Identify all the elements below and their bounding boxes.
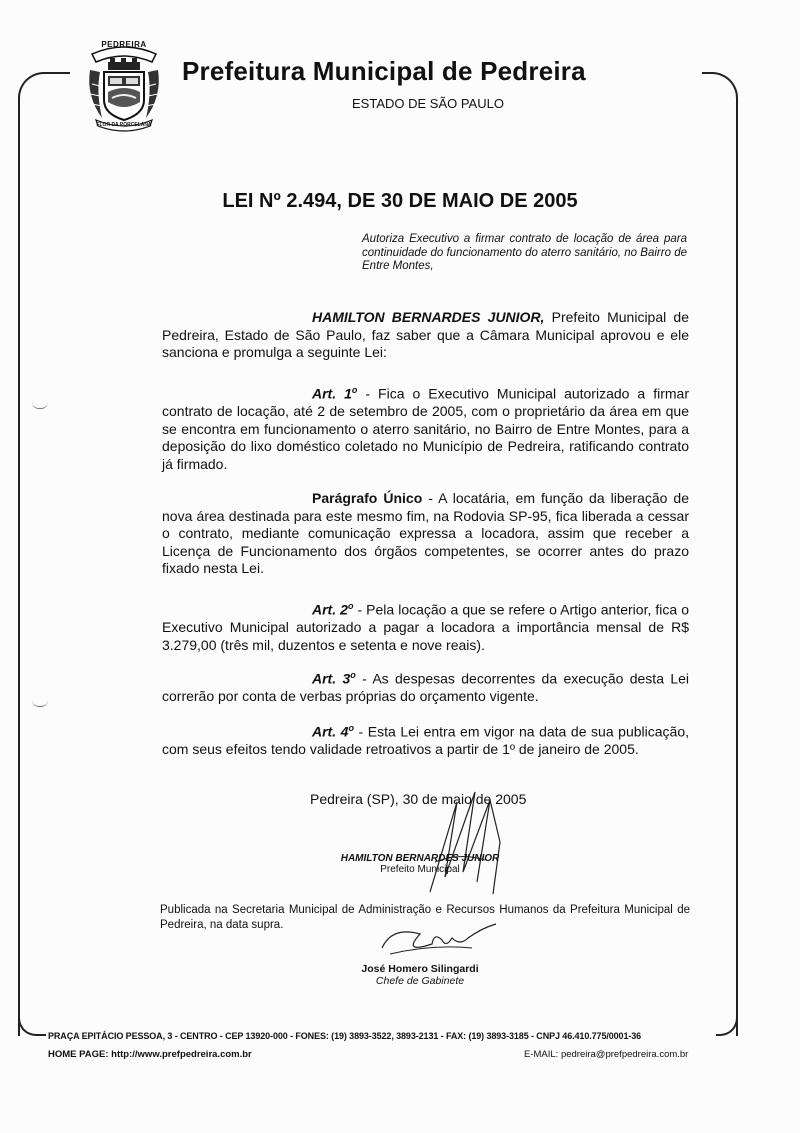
page-border-right bbox=[702, 72, 738, 1036]
law-title: LEI Nº 2.494, DE 30 DE MAIO DE 2005 bbox=[222, 190, 578, 212]
chief-signature-name: José Homero Silingardi bbox=[361, 963, 479, 975]
chief-signature-role: Chefe de Gabinete bbox=[375, 975, 465, 987]
place-and-date: Pedreira (SP), 30 de maio de 2005 bbox=[310, 791, 527, 807]
article-3 bbox=[162, 667, 689, 706]
publication-note: Publicada na Secretaria Municipal de Administração e Recursos Humanos da Prefeitura Municipal de Pedreira, na data supra. bbox=[160, 904, 690, 931]
letterhead-state: ESTADO DE SÃO PAULO bbox=[352, 96, 504, 111]
paragrafo-unico bbox=[162, 490, 689, 578]
article-3-label: Art. 3 bbox=[312, 670, 351, 687]
article-3-text: - As despesas decorrentes da execução desta Lei correrão por conta de verbas próprias do orçamento vigente. bbox=[162, 670, 690, 705]
municipal-crest-logo bbox=[82, 40, 166, 136]
article-4 bbox=[162, 720, 689, 759]
intro-text: Prefeito Municipal de Pedreira, Estado de São Paulo, faz saber que a Câmara Municipal aprovou e ele sanciona e promulga a seguinte Lei: bbox=[162, 309, 689, 360]
mayor-handwritten-signature bbox=[405, 782, 520, 902]
article-3-ordinal: o bbox=[350, 670, 356, 680]
footer-homepage: HOME PAGE: http://www.prefpedreira.com.br bbox=[48, 1049, 252, 1060]
article-4-text: - Esta Lei entra em vigor na data de sua publicação, com seus efeitos tendo validade retroativos a partir de 1º de janeiro de 2005. bbox=[162, 723, 689, 758]
paragrafo-unico-label: Parágrafo Único bbox=[312, 490, 423, 506]
article-1 bbox=[162, 382, 689, 473]
mayor-name-inline: HAMILTON BERNARDES JUNIOR, bbox=[312, 309, 545, 325]
footer-address: PRAÇA EPITÁCIO PESSOA, 3 - CENTRO - CEP 13920-000 - FONES: (19) 3893-3522, 3893-2131 - FAX: (19) 3893-3185 - CNPJ 46.410.775/0001-36 bbox=[48, 1031, 642, 1041]
article-1-ordinal: o bbox=[351, 385, 358, 395]
crest-banner-text: PEDREIRA bbox=[101, 40, 147, 49]
mayor-signature-role: Prefeito Municipal bbox=[380, 864, 460, 875]
chief-handwritten-signature bbox=[372, 918, 502, 962]
letterhead-title: Prefeitura Municipal de Pedreira bbox=[182, 56, 586, 86]
article-4-ordinal: o bbox=[348, 723, 354, 733]
mayor-signature-block bbox=[300, 853, 540, 875]
article-2-label: Art. 2 bbox=[312, 601, 348, 618]
crest-motto-text: FLOR DA PORCELANA bbox=[96, 122, 152, 128]
intro-paragraph bbox=[162, 309, 689, 362]
article-1-text: - Fica o Executivo Municipal autorizado a firmar contrato de locação, até 2 de setembro de 2005, com o proprietário da área em que se encontra em funcionamento o aterro sanitário, no Bairro de Entre Montes, para a deposição do lixo doméstico coletado no Município de Pedreira, ratificando contrato já firmado. bbox=[162, 385, 689, 472]
article-4-label: Art. 4 bbox=[312, 723, 349, 740]
paragrafo-unico-text: - A locatária, em função da liberação de nova área destinada para este mesmo fim, na Rodovia SP-95, fica liberada a cessar o contrato, mediante comunicação expressa a locadora, assim que receber a Licença de Funcionamento dos órgãos competentes, se ocorrer antes do prazo fixado nesta Lei. bbox=[162, 490, 690, 576]
mayor-signature-name: HAMILTON BERNARDES JUNIOR bbox=[340, 853, 500, 864]
footer-email: E-MAIL: pedreira@prefpedreira.com.br bbox=[524, 1049, 689, 1060]
chief-signature-block bbox=[300, 963, 540, 987]
article-2-text: - Pela locação a que se refere o Artigo anterior, fica o Executivo Municipal autorizado a pagar a locadora a importância mensal de R$ 3.279,00 (três mil, duzentos e setenta e nove reais). bbox=[162, 601, 689, 653]
article-1-label: Art. 1 bbox=[312, 385, 352, 402]
page-border-left bbox=[18, 72, 70, 1036]
article-2-ordinal: o bbox=[347, 601, 354, 611]
law-ementa: Autoriza Executivo a firmar contrato de locação de área para continuidade do funcionamento do aterro sanitário, no Bairro de Entre Montes, bbox=[362, 233, 687, 272]
article-2 bbox=[162, 598, 689, 654]
